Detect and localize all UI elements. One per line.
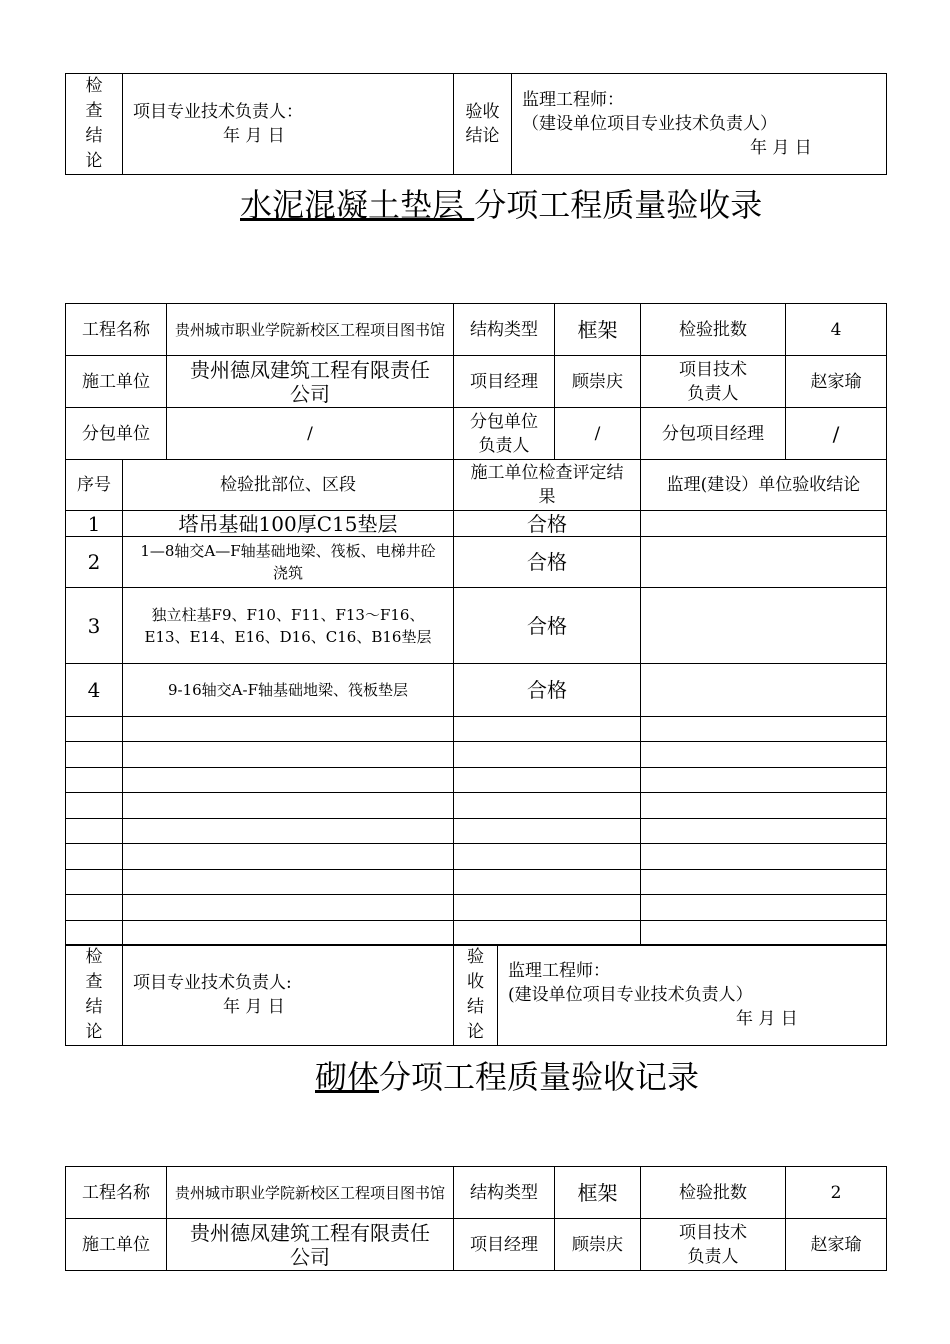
row-result: 合格 [454, 664, 641, 717]
owner-lead-label: (建设单位项目专业技术负责人） [508, 985, 753, 1005]
table-row [66, 588, 887, 664]
empty-row [66, 819, 887, 844]
project-name-label: 工程名称 [66, 304, 167, 356]
contractor-value: 贵州德凤建筑工程有限责任公司 [167, 1219, 454, 1271]
row-part: 9-16轴交A-F轴基础地梁、筏板垫层 [123, 664, 454, 717]
contractor-value: 贵州德凤建筑工程有限责任公司 [167, 356, 454, 408]
col-check-header: 施工单位检查评定结 果 [454, 460, 641, 511]
date-line: 年 月 日 [223, 997, 285, 1017]
row-accept [641, 511, 887, 537]
sub-label: 分包单位 [66, 408, 167, 460]
col-accept-header: 监理(建设）单位验收结论 [641, 460, 887, 511]
sub-lead-value: / [555, 408, 641, 460]
pm-value: 顾崇庆 [555, 1219, 641, 1271]
accept-conclusion-label: 验收结论 [454, 74, 512, 175]
empty-row [66, 921, 887, 946]
section1-conclusion-table [65, 944, 887, 1046]
row-no: 3 [66, 588, 123, 664]
structure-type-value: 框架 [555, 1167, 641, 1219]
check-conclusion-label: 检查结论 [66, 945, 123, 1046]
empty-row [66, 717, 887, 742]
section2-title-rest: 分项工程质量验收记录 [379, 1058, 700, 1096]
section1-title-underlined: 水泥混凝土垫层 [240, 186, 475, 224]
row-no: 1 [66, 511, 123, 537]
top-conclusion-table [65, 73, 887, 175]
date-line: 年 月 日 [223, 126, 285, 146]
section2-header-table [65, 1166, 887, 1271]
sub-lead-label: 分包单位负责人 [454, 408, 555, 460]
section1-header-table [65, 303, 887, 460]
section1-title-rest: 分项工程质量验收录 [474, 186, 763, 224]
section1-title [240, 180, 762, 226]
project-name-label: 工程名称 [66, 1167, 167, 1219]
contractor-label: 施工单位 [66, 356, 167, 408]
tech-lead-label: 项目专业技术负责人： [133, 102, 303, 122]
table-row [66, 537, 887, 588]
date-line-right: 年 月 日 [750, 138, 812, 158]
table-row [66, 511, 887, 537]
row-result: 合格 [454, 537, 641, 588]
pm-value: 顾崇庆 [555, 356, 641, 408]
sub-pm-label: 分包项目经理 [641, 408, 786, 460]
tech-lead-label: 项目技术负责人 [641, 356, 786, 408]
empty-row [66, 768, 887, 793]
project-name-value: 贵州城市职业学院新校区工程项目图书馆 [167, 1167, 454, 1219]
row-no: 4 [66, 664, 123, 717]
empty-row [66, 793, 887, 819]
tech-lead-value: 赵家瑜 [786, 356, 887, 408]
row-no: 2 [66, 537, 123, 588]
batch-count-label: 检验批数 [641, 1167, 786, 1219]
row-part: 塔吊基础100厚C15垫层 [123, 511, 454, 537]
col-part-header: 检验批部位、区段 [123, 460, 454, 511]
section2-title-underlined: 砌体 [315, 1058, 380, 1096]
empty-row [66, 844, 887, 870]
supervisor-signature [498, 945, 887, 1046]
batch-count-value: 2 [786, 1167, 887, 1219]
row-part: 独立柱基F9、F10、F11、F13～F16、E13、E14、E16、D16、C16、B16垫层 [123, 588, 454, 664]
pm-label: 项目经理 [454, 356, 555, 408]
contractor-label: 施工单位 [66, 1219, 167, 1271]
row-part: 1—8轴交A—F轴基础地梁、筏板、电梯井砼浇筑 [123, 537, 454, 588]
project-name-value: 贵州城市职业学院新校区工程项目图书馆 [167, 304, 454, 356]
supervisor-label: 监理工程师： [508, 961, 610, 981]
supervisor-label: 监理工程师： [522, 90, 624, 110]
tech-lead-value: 赵家瑜 [786, 1219, 887, 1271]
date-line-right: 年 月 日 [736, 1009, 798, 1029]
tech-lead-label: 项目技术负责人 [641, 1219, 786, 1271]
check-conclusion-label: 检查结论 [66, 74, 123, 175]
sub-value: / [167, 408, 454, 460]
row-result: 合格 [454, 588, 641, 664]
batch-count-label: 检验批数 [641, 304, 786, 356]
tech-lead-signature [123, 945, 454, 1046]
structure-type-value: 框架 [555, 304, 641, 356]
empty-row [66, 742, 887, 768]
owner-lead-label: （建设单位项目专业技术负责人） [522, 114, 777, 134]
sub-pm-value: / [786, 408, 887, 460]
structure-type-label: 结构类型 [454, 304, 555, 356]
section1-items-table [65, 459, 887, 946]
section2-title [315, 1052, 699, 1098]
row-accept [641, 588, 887, 664]
tech-lead-label: 项目专业技术负责人: [133, 973, 292, 993]
batch-count-value: 4 [786, 304, 887, 356]
row-accept [641, 537, 887, 588]
empty-row [66, 895, 887, 921]
supervisor-signature [512, 74, 887, 175]
pm-label: 项目经理 [454, 1219, 555, 1271]
table-row [66, 664, 887, 717]
tech-lead-signature [123, 74, 454, 175]
empty-row [66, 870, 887, 895]
row-accept [641, 664, 887, 717]
col-no-header: 序号 [66, 460, 123, 511]
accept-conclusion-label: 验收结论 [454, 945, 498, 1046]
structure-type-label: 结构类型 [454, 1167, 555, 1219]
row-result: 合格 [454, 511, 641, 537]
